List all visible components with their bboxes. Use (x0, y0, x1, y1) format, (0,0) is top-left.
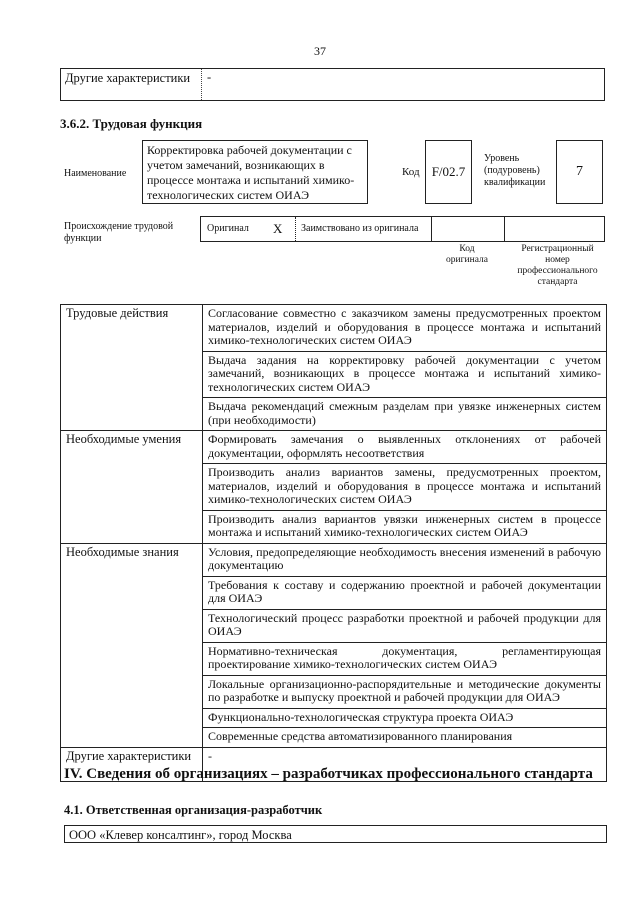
origin-sep-3 (504, 217, 505, 241)
labor-function-table (60, 304, 607, 782)
origin-label: Происхождение трудовой функции (64, 221, 174, 244)
origin-sep-2 (431, 217, 432, 241)
table-row (61, 543, 607, 576)
qualification-level-label: Уровень (подуровень) квалификации (484, 153, 546, 188)
actions-label: Трудовые действия (61, 305, 203, 431)
action-item: Согласование совместно с заказчиком замены предусмотренных проектом материалов, изделий и оборудования в процессе монтажа и испытаний химико-технологических систем ОИАЭ (203, 305, 607, 352)
origin-code-caption: Код оригинала (446, 244, 488, 265)
knowledge-item: Современные средства автоматизированного планирования (203, 728, 607, 748)
top-other-label: Другие характеристики (65, 71, 191, 85)
skill-item: Производить анализ вариантов замены, предусмотренных проектом, материалов, изделий и оборудования в процессе монтажа и испытаний химико-технологических систем ОИАЭ (203, 464, 607, 511)
origin-borrowed-text: Заимствовано из оригинала (301, 223, 419, 234)
origin-sep-1 (295, 217, 296, 241)
table-row (61, 305, 607, 352)
top-other-divider (201, 69, 202, 100)
qualification-level-value: 7 (556, 140, 603, 204)
origin-reg-caption: Регистрационный номер профессионального стандарта (517, 244, 598, 287)
action-item: Выдача задания на корректировку рабочей документации с учетом замечаний, возникающих в процессе монтажа и испытаний химико-технологических систем ОИАЭ (203, 351, 607, 398)
function-code-value: F/02.7 (425, 140, 472, 204)
knowledge-item: Функционально-технологическая структура проекта ОИАЭ (203, 708, 607, 728)
skill-item: Формировать замечания о выявленных отклонениях от рабочей документации, оформлять несоответствия (203, 431, 607, 464)
function-code-label: Код (402, 166, 420, 178)
knowledge-item: Требования к составу и содержанию проектной и рабочей документации для ОИАЭ (203, 576, 607, 609)
page-number: 37 (314, 44, 326, 58)
table-row (61, 431, 607, 464)
developer-organization: ООО «Клевер консалтинг», город Москва (64, 825, 607, 843)
knowledge-item: Технологический процесс разработки проектной и рабочей продукции для ОИАЭ (203, 609, 607, 642)
skill-item: Производить анализ вариантов увязки инженерных систем в процессе монтажа и испытаний химико-технологических систем ОИАЭ (203, 510, 607, 543)
other-characteristics-label: Другие характеристики (61, 747, 203, 781)
section-362-heading: 3.6.2. Трудовая функция (60, 116, 203, 131)
section-41-heading: 4.1. Ответственная организация-разработчик (64, 803, 323, 817)
origin-original-text: Оригинал (207, 223, 249, 234)
origin-mark: X (273, 221, 283, 236)
action-item: Выдача рекомендаций смежным разделам при увязке инженерных систем (при необходимости) (203, 398, 607, 431)
knowledge-label: Необходимые знания (61, 543, 203, 747)
other-characteristics-value: - (203, 747, 607, 781)
section-iv-heading: IV. Сведения об организациях – разработчиках профессионального стандарта (64, 766, 593, 782)
top-other-characteristics-row (60, 68, 605, 101)
knowledge-item: Нормативно-техническая документация, регламентирующая проектирование химико-технологических систем ОИАЭ (203, 642, 607, 675)
top-other-value: - (207, 70, 212, 84)
function-name-value: Корректировка рабочей документации с учетом замечаний, возникающих в процессе монтажа и испытаний химико-технологических систем ОИАЭ (142, 140, 368, 204)
function-name-label: Наименование (64, 168, 127, 179)
skills-label: Необходимые умения (61, 431, 203, 544)
knowledge-item: Локальные организационно-распорядительные и методические документы по разработке и выпуску проектной и рабочей продукции для ОИАЭ (203, 675, 607, 708)
knowledge-item: Условия, предопределяющие необходимость внесения изменений в рабочую документацию (203, 543, 607, 576)
origin-box (200, 216, 605, 242)
